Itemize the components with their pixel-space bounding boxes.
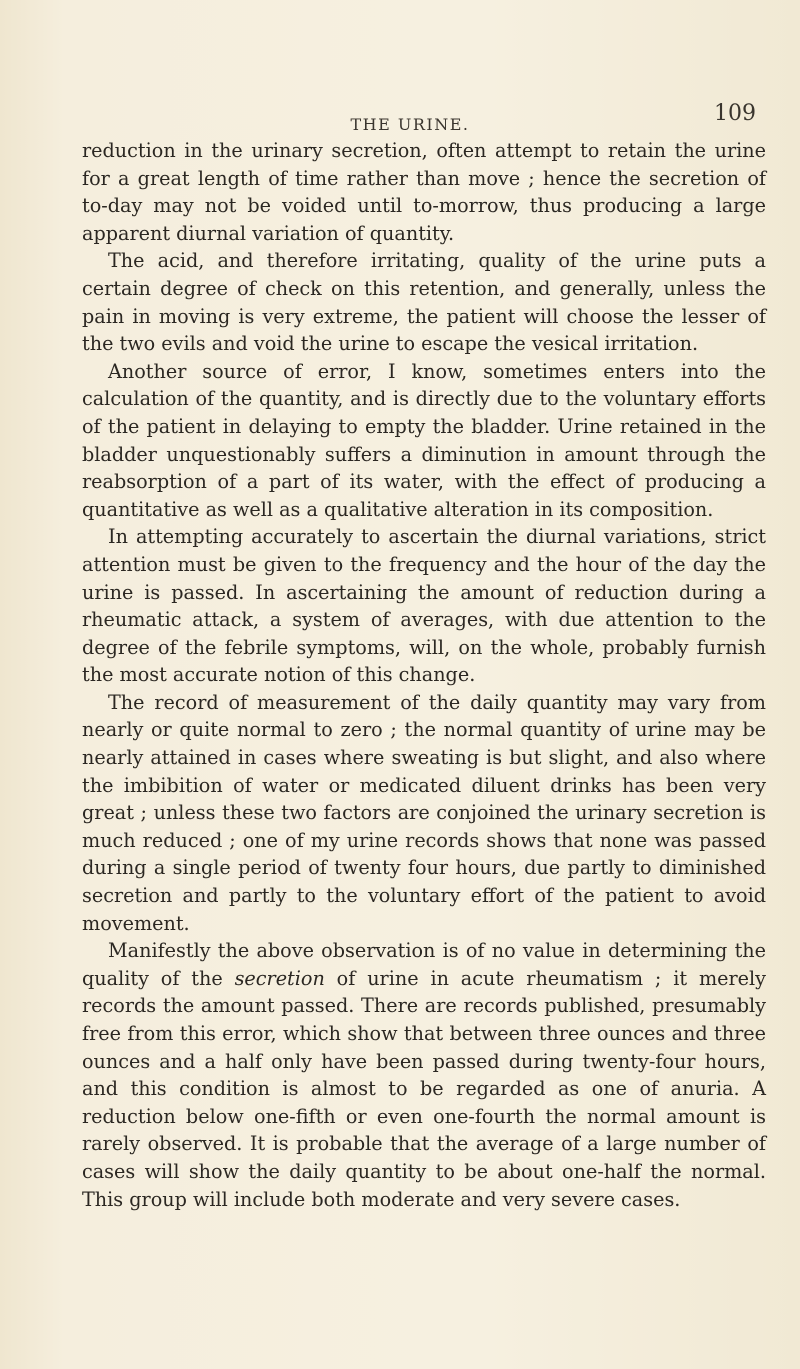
paragraph-source-of-error: Another source of error, I know, sometimes enters into the calculation of the quantity, and is directly due to the voluntary efforts of the patient in delaying to empty the bladder. Urine retained in the bladder unquestionably suffers a diminution in amount through the reabsorption of a part of its water, with the effect of producing a quantitative as well as a qualitative alteration in its composition. [82, 359, 766, 521]
paragraph-diurnal-variations: In attempting accurately to ascertain the diurnal variations, strict attention must be given to the frequency and the hour of the day the urine is passed. In ascertaining the amount of reduction during a rheumatic attack, a system of averages, with due attention to the degree of the febrile symptoms, will, on the whole, probably furnish the most accurate notion of this change. [82, 525, 766, 687]
page-header [0, 87, 800, 134]
paragraph-measurement-record: The record of measurement of the daily quantity may vary from nearly or quite normal to zero ; the normal quantity of urine may be nearly attained in cases where sweating is but slight, and also where the imbibition of water or medicated diluent drinks has been very great ; unless these two factors are conjoined the urinary secretion is much reduced ; one of my urine records shows that none was passed during a single period of twenty four hours, due partly to diminished secretion and partly to the voluntary effort of the patient to avoid movement. [82, 690, 766, 935]
paragraph-text-after-emphasis: of urine in acute rheumatism ; it merely records the amount passed. There are records published, presumably free from this error, which show that between three ounces and three ounces and a half only have been passed during twenty-four hours, and this condition is almost to be regarded as one of anuria. A reduction below one-fifth or even one-fourth the normal amount is rarely observed. It is probable that the average of a large number of cases will show the daily quantity to be about one-half the normal. This group will include both moderate and very severe cases. [82, 966, 766, 1211]
body-text [82, 137, 766, 1213]
paragraph-continuation: reduction in the urinary secretion, often attempt to retain the urine for a great length of time rather than move ; hence the secretion of to-day may not be voided until to-morrow, thus producing a large apparent diurnal variation of quantity. [82, 139, 766, 245]
running-title: THE URINE. [350, 115, 470, 134]
emphasized-word: secretion [234, 966, 325, 990]
paragraph-text-before-emphasis: Manifestly the above observation is of no value in determining the quality of the [82, 939, 766, 990]
page-number: 109 [714, 101, 756, 126]
paragraph-secretion-quality [82, 937, 766, 1213]
paragraph-acid-quality: The acid, and therefore irritating, quality of the urine puts a certain degree of check on this retention, and generally, unless the pain in moving is very extreme, the patient will choose the lesser of the two evils and void the urine to escape the vesical irritation. [82, 249, 766, 356]
